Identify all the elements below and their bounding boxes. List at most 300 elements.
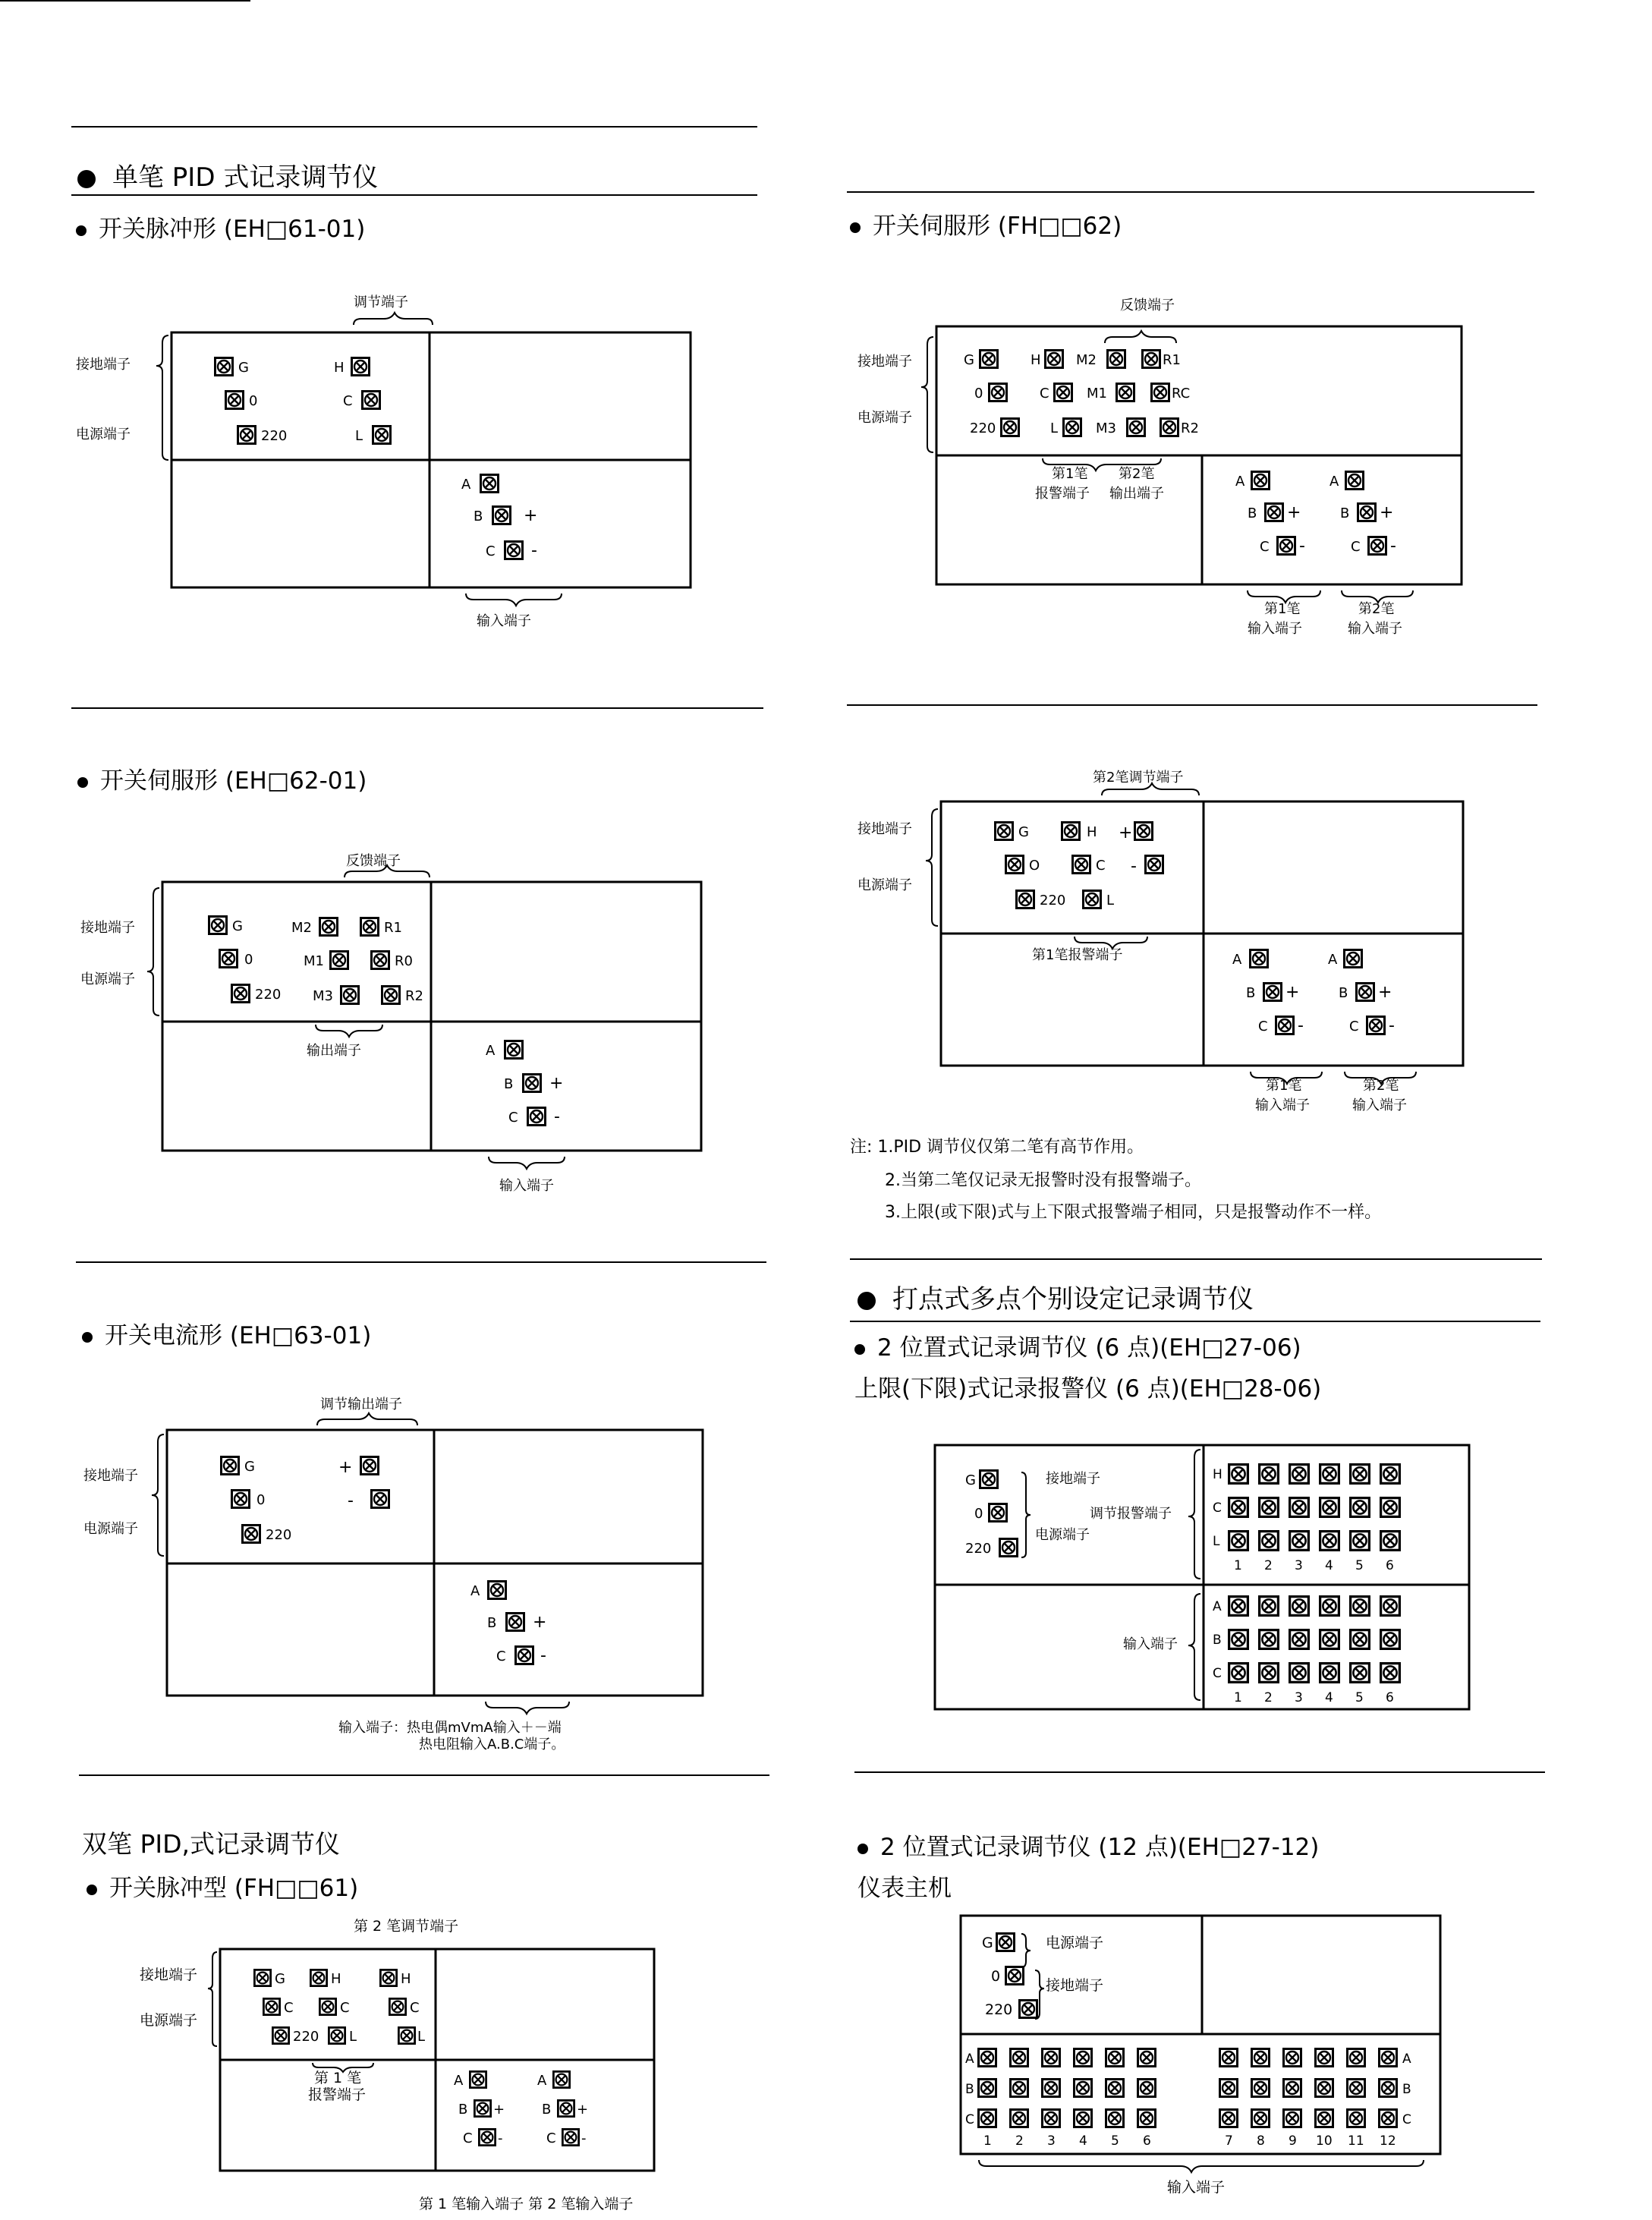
terminal-icon: [1017, 891, 1034, 908]
power-label: 电源端子: [1035, 1527, 1090, 1543]
ground-label: 接地端子: [857, 354, 912, 370]
terminal-icon: [1106, 2110, 1124, 2127]
alarm-label: 第1笔报警端子: [1032, 947, 1123, 963]
terminal-label: A: [1329, 474, 1339, 490]
terminal-label: B: [504, 1076, 514, 1092]
input-label: 第1笔: [1264, 601, 1301, 617]
terminal-number: 10: [1316, 2133, 1333, 2149]
terminal-icon: [1260, 1664, 1279, 1683]
ground-label: 接地端子: [1046, 1977, 1104, 1994]
terminal-icon: [216, 358, 233, 376]
terminal-icon: [1000, 1539, 1018, 1557]
terminal-icon: [553, 2071, 569, 2087]
terminal-number: 5: [1111, 2133, 1119, 2149]
terminal-label: M1: [1087, 386, 1107, 401]
terminal-icon: [528, 1108, 546, 1126]
terminal-icon: [1351, 1465, 1370, 1484]
brace-bottom: [466, 594, 562, 606]
terminal-label: H: [334, 360, 345, 376]
terminal-icon: [1106, 2049, 1124, 2067]
terminal-label: +: [493, 2102, 505, 2118]
terminal-icon: [1381, 1465, 1400, 1484]
alarm-label: 报警端子: [308, 2086, 367, 2103]
terminal-label: C: [463, 2130, 473, 2146]
row-letter: L: [1213, 1534, 1220, 1549]
terminal-icon: [243, 1526, 260, 1543]
input-label-2: 热电阻输入A.B.C端子。: [419, 1737, 565, 1752]
terminal-icon: [1128, 419, 1145, 436]
diagram-subtitle-text: 仪表主机: [857, 1875, 952, 1902]
terminal-icon: [272, 2027, 288, 2043]
terminal-label: M3: [313, 988, 333, 1004]
terminal-number: 2: [1264, 1690, 1273, 1705]
diagram-4-labels: [140, 1917, 633, 2212]
diagram-8: [961, 1916, 1440, 2154]
terminal-icon: [1084, 891, 1101, 908]
input-label: 第1笔: [1266, 1078, 1302, 1094]
ground-label: 接地端子: [857, 821, 912, 837]
terminal-label: C: [1351, 539, 1361, 555]
terminal-label: A: [537, 2073, 547, 2089]
row-letter: C: [1402, 2112, 1411, 2127]
terminal-label: A: [470, 1583, 480, 1599]
terminal-icon: [1251, 950, 1268, 968]
brace-bottom: [1342, 590, 1413, 603]
terminal-label: -: [498, 2130, 503, 2146]
terminal-icon: [996, 823, 1013, 840]
terminal-icon: [474, 2100, 490, 2116]
diagram-3-terminals: [222, 1457, 533, 1664]
terminal-icon: [1075, 2049, 1092, 2067]
terminal-icon: [1276, 1017, 1294, 1034]
terminal-icon: [1011, 2110, 1028, 2127]
terminal-label: 0: [991, 1968, 1001, 1985]
terminal-icon: [558, 2100, 574, 2116]
terminal-icon: [1143, 351, 1160, 368]
terminal-label: C: [284, 2000, 294, 2016]
section-heading-text: 打点式多点个别设定记录调节仪: [892, 1284, 1254, 1315]
terminal-icon: [361, 1457, 379, 1475]
diagram-title-text: 开关电流形 (EH□63-01): [105, 1322, 372, 1349]
ground-label: 接地端子: [1046, 1471, 1100, 1487]
terminal-icon: [1290, 1498, 1309, 1517]
terminal-label: L: [1050, 420, 1059, 436]
terminal-label: C: [1040, 386, 1049, 401]
terminal-number: 11: [1348, 2133, 1364, 2149]
terminal-label: 0: [974, 1506, 983, 1522]
terminal-label: 220: [266, 1527, 292, 1543]
ground-label: 接地端子: [140, 1967, 198, 1983]
terminal-icon: [226, 392, 244, 409]
terminal-icon: [1380, 2049, 1397, 2067]
terminal-label: G: [964, 352, 974, 368]
terminal-number: 3: [1295, 1558, 1303, 1573]
brace-left: [152, 1434, 164, 1556]
terminal-icon: [310, 1970, 326, 1985]
row-letter: C: [1213, 1500, 1222, 1516]
terminal-icon: [222, 1457, 239, 1475]
terminal-label: C: [546, 2130, 556, 2146]
terminal-icon: [1161, 419, 1178, 436]
terminal-label: C: [496, 1648, 506, 1664]
row-letter: A: [1213, 1599, 1222, 1614]
top-label: 第2笔调节端子: [1093, 770, 1184, 786]
input-label: 输入端子: [1255, 1097, 1310, 1113]
terminal-icon: [1320, 1630, 1339, 1649]
terminal-number: 4: [1325, 1690, 1333, 1705]
terminal-label: 0: [256, 1492, 266, 1508]
top-label: 反馈端子: [1120, 298, 1175, 313]
terminal-icon: [516, 1647, 533, 1664]
terminal-icon: [320, 918, 338, 936]
terminal-icon: [1138, 2049, 1156, 2067]
terminal-icon: [1252, 2049, 1270, 2067]
terminal-icon: [1381, 1630, 1400, 1649]
terminal-icon: [1252, 2080, 1270, 2097]
terminal-icon: [232, 1491, 250, 1508]
top-label: 调节端子: [354, 294, 408, 310]
terminal-icon: [331, 952, 348, 969]
terminal-icon: [1146, 856, 1163, 874]
terminal-icon: [1284, 2049, 1301, 2067]
diagram-title-text: 开关脉冲型 (FH□□61): [109, 1875, 359, 1902]
terminal-icon: [524, 1075, 541, 1092]
terminal-label: -: [1389, 1016, 1395, 1035]
terminal-number: 5: [1355, 1558, 1364, 1573]
terminal-label: -: [531, 541, 537, 560]
terminal-label: 220: [255, 987, 282, 1003]
terminal-icon: [1345, 950, 1362, 968]
terminal-icon: [1220, 2080, 1238, 2097]
terminal-icon: [1284, 2110, 1301, 2127]
terminal-icon: [1229, 1465, 1248, 1484]
terminal-icon: [1043, 2110, 1060, 2127]
input-label: 第2笔: [1358, 601, 1395, 617]
terminal-label: +: [1119, 823, 1133, 842]
diagram-7-braces: [1021, 1450, 1200, 1700]
terminal-icon: [1290, 1664, 1309, 1683]
terminal-icon: [493, 507, 511, 524]
terminal-icon: [382, 987, 400, 1004]
terminal-icon: [1229, 1532, 1248, 1551]
terminal-icon: [363, 392, 380, 409]
terminal-number: 1: [983, 2133, 992, 2149]
terminal-icon: [329, 2027, 345, 2043]
terminal-label: +: [577, 2102, 589, 2118]
terminal-icon: [341, 987, 359, 1004]
terminal-number: 12: [1380, 2133, 1396, 2149]
terminal-icon: [1117, 384, 1134, 401]
output-label: 第2笔: [1119, 466, 1155, 482]
diagram-5-terminal-labels: [964, 352, 1396, 556]
terminal-number: 2: [1264, 1558, 1273, 1573]
terminal-label: L: [1106, 893, 1115, 908]
terminal-label: R2: [1181, 420, 1199, 436]
brace-top: [354, 313, 433, 325]
terminal-icon: [1075, 2080, 1092, 2097]
terminal-icon: [1278, 537, 1295, 555]
terminal-icon: [220, 950, 238, 968]
terminal-label: A: [1328, 952, 1338, 968]
terminal-label: L: [355, 428, 363, 444]
terminal-icon: [380, 1970, 396, 1985]
terminal-label: 220: [970, 420, 996, 436]
diagram-3-terminal-labels: [244, 1458, 546, 1665]
terminal-icon: [1266, 504, 1283, 521]
note-text: 3.上限(或下限)式与上下限式报警端子相同，只是报警动作不一样。: [885, 1203, 1382, 1222]
diagram-5-terminals: [980, 351, 1386, 555]
brace-input: [1188, 1594, 1200, 1700]
terminal-icon: [1316, 2110, 1333, 2127]
brace-right: [1021, 1934, 1031, 1967]
brace-top: [1105, 331, 1176, 343]
terminal-icon: [319, 1998, 335, 2014]
terminal-label: B: [1340, 505, 1350, 521]
terminal-icon: [1229, 1630, 1248, 1649]
input-label: 输入端子：热电偶mVmA输入＋－端: [338, 1720, 562, 1736]
top-label: 第 2 笔调节端子: [354, 1918, 459, 1935]
input-label: 输入端子: [1123, 1636, 1178, 1652]
row-letter: B: [965, 2082, 974, 2097]
terminal-icon: [1229, 1498, 1248, 1517]
terminal-icon: [479, 2129, 495, 2145]
terminal-icon: [254, 1970, 270, 1985]
terminal-label: +: [338, 1458, 353, 1477]
terminal-icon: [1290, 1532, 1309, 1551]
terminal-label: 220: [985, 2001, 1013, 2018]
terminal-icon: [1020, 2001, 1037, 2018]
terminal-icon: [1260, 1597, 1279, 1616]
top-label: 反馈端子: [346, 853, 401, 869]
diagram-7-labels: [965, 1471, 1178, 1652]
terminal-icon: [1346, 472, 1364, 490]
terminal-label: H: [1031, 352, 1041, 368]
terminal-icon: [997, 1934, 1015, 1951]
terminal-icon: [562, 2129, 578, 2145]
terminal-icon: [1106, 2080, 1124, 2097]
terminal-icon: [1260, 1498, 1279, 1517]
terminal-label: A: [454, 2073, 464, 2089]
power-label: 电源端子: [1046, 1935, 1104, 1951]
terminal-label: 220: [261, 428, 288, 444]
input-label: 输入端子: [1167, 2179, 1226, 2196]
terminal-label: -: [581, 2130, 587, 2146]
output-label: 输出端子: [307, 1043, 361, 1059]
terminal-icon: [979, 2049, 996, 2067]
brace-left: [926, 809, 938, 926]
terminal-icon: [1316, 2080, 1333, 2097]
terminal-label: B: [1246, 985, 1256, 1001]
terminal-icon: [1043, 2049, 1060, 2067]
terminal-label: A: [1235, 474, 1245, 490]
diagram-5-labels: [857, 298, 1402, 637]
diagram-1: [171, 332, 691, 587]
terminal-icon: [263, 1998, 279, 2014]
diagram-1-terminals: [216, 358, 523, 559]
ground-label: 接地端子: [80, 920, 135, 936]
terminal-icon: [1284, 2080, 1301, 2097]
terminal-icon: [1260, 1630, 1279, 1649]
diagram-3-labels: [83, 1397, 565, 1752]
terminal-icon: [1006, 1967, 1024, 1985]
terminal-icon: [1348, 2080, 1365, 2097]
terminal-label: G: [982, 1935, 993, 1951]
terminal-icon: [232, 985, 250, 1003]
terminal-icon: [389, 1998, 405, 2014]
terminal-label: 0: [974, 386, 983, 401]
terminal-icon: [1348, 2110, 1365, 2127]
terminal-label: M2: [1076, 352, 1097, 368]
terminal-label: -: [540, 1646, 546, 1665]
input-label: 输入端子: [1352, 1097, 1407, 1113]
terminal-label: C: [1096, 858, 1106, 874]
terminal-icon: [505, 542, 523, 559]
terminal-icon: [1011, 2080, 1028, 2097]
diagram-2-labels: [80, 853, 554, 1194]
terminal-label: B: [474, 509, 483, 524]
terminal-icon: [398, 2027, 414, 2043]
terminal-number: 2: [1015, 2133, 1024, 2149]
terminal-label: O: [1029, 858, 1040, 874]
terminal-icon: [238, 427, 256, 444]
ground-label: 接地端子: [76, 357, 131, 373]
terminal-label: M1: [304, 953, 324, 969]
brace-bottom: [489, 1157, 565, 1169]
terminal-icon: [1062, 823, 1080, 840]
terminal-icon: [1320, 1664, 1339, 1683]
diagram-title-text: 开关伺服形 (EH□62-01): [100, 767, 367, 795]
terminal-number: 4: [1325, 1558, 1333, 1573]
row-letter: C: [1213, 1666, 1222, 1681]
terminal-label: 0: [249, 393, 258, 409]
terminal-label: L: [417, 2029, 426, 2045]
input-label: 输入端子: [477, 613, 531, 629]
power-label: 电源端子: [80, 971, 135, 987]
terminal-icon: [979, 2110, 996, 2127]
alarm-label: 第1笔: [1052, 466, 1088, 482]
terminal-number: 9: [1289, 2133, 1297, 2149]
ground-label: 接地端子: [83, 1468, 138, 1484]
terminal-icon: [1073, 856, 1090, 874]
terminal-label: RC: [1172, 386, 1191, 401]
terminal-icon: [1351, 1630, 1370, 1649]
terminal-label: B: [1339, 985, 1348, 1001]
row-letter: C: [965, 2112, 974, 2127]
power-label: 电源端子: [83, 1521, 138, 1537]
terminal-icon: [1381, 1664, 1400, 1683]
note-text: 2.当第二笔仅记录无报警时没有报警端子。: [885, 1171, 1201, 1190]
terminal-icon: [979, 2080, 996, 2097]
terminal-icon: [1138, 2080, 1156, 2097]
terminal-icon: [1290, 1630, 1309, 1649]
terminal-label: C: [1260, 539, 1270, 555]
brace-bottom: [486, 1702, 569, 1714]
terminal-icon: [1381, 1532, 1400, 1551]
terminal-icon: [1152, 384, 1169, 401]
terminal-label: -: [1299, 537, 1305, 556]
power-label: 电源端子: [76, 427, 131, 442]
terminal-label: 220: [1040, 893, 1066, 908]
terminal-icon: [1260, 1465, 1279, 1484]
diagram-subtitle-text: 上限(下限)式记录报警仪 (6 点)(EH□28-06): [854, 1375, 1322, 1403]
terminal-number: 5: [1355, 1690, 1364, 1705]
terminal-label: R1: [1163, 352, 1181, 368]
terminal-label: A: [1232, 952, 1242, 968]
terminal-icon: [1320, 1532, 1339, 1551]
alarm-label: 第 1 笔: [314, 2070, 362, 2086]
brace-right: [1021, 1472, 1031, 1557]
terminal-icon: [1369, 537, 1386, 555]
terminal-number: 3: [1295, 1690, 1303, 1705]
diagram-4-terminals: [254, 1970, 578, 2145]
terminal-number: 6: [1386, 1690, 1394, 1705]
terminal-icon: [1367, 1017, 1385, 1034]
terminal-label: G: [238, 360, 249, 376]
terminal-icon: [1075, 2110, 1092, 2127]
terminal-label: 220: [293, 2029, 319, 2045]
terminal-label: M3: [1096, 420, 1116, 436]
terminal-label: -: [1131, 857, 1137, 876]
brace-bottom: [1248, 590, 1320, 603]
terminal-icon: [1064, 419, 1081, 436]
terminal-icon: [372, 952, 389, 969]
terminal-icon: [373, 427, 391, 444]
terminal-icon: [1351, 1664, 1370, 1683]
terminal-icon: [1320, 1465, 1339, 1484]
terminal-label: 220: [965, 1541, 992, 1557]
brace-left: [147, 888, 159, 1016]
terminal-label: C: [343, 393, 353, 409]
input-label: 第2笔: [1363, 1078, 1399, 1094]
row-letter: A: [965, 2052, 974, 2067]
terminal-icon: [1380, 2110, 1397, 2127]
terminal-label: A: [461, 477, 471, 493]
terminal-label: C: [486, 543, 496, 559]
brace-left: [156, 335, 168, 460]
section-heading-text: 单笔 PID 式记录调节仪: [112, 162, 379, 193]
diagram-1-labels: [76, 294, 531, 629]
brace-left: [208, 1952, 217, 2046]
terminal-icon: [980, 1471, 998, 1488]
terminal-label: G: [1018, 824, 1029, 840]
top-label: 调节输出端子: [320, 1397, 402, 1412]
row-letter: B: [1213, 1633, 1222, 1648]
terminal-icon: [1351, 1498, 1370, 1517]
terminal-label: +: [1378, 983, 1392, 1002]
terminal-label: B: [458, 2102, 468, 2118]
terminal-label: C: [340, 2000, 350, 2016]
terminal-label: L: [349, 2029, 357, 2045]
terminal-number: 1: [1234, 1690, 1242, 1705]
terminal-label: +: [1287, 503, 1301, 522]
terminal-icon: [1290, 1465, 1309, 1484]
terminal-label: H: [331, 1971, 341, 1987]
note-text: 注: 1.PID 调节仪仅第二笔有高节作用。: [850, 1138, 1144, 1157]
terminal-label: C: [410, 2000, 420, 2016]
terminal-number: 7: [1225, 2133, 1233, 2149]
terminal-icon: [1351, 1597, 1370, 1616]
terminal-label: C: [1258, 1019, 1268, 1034]
terminal-number: 4: [1079, 2133, 1087, 2149]
terminal-icon: [1381, 1597, 1400, 1616]
power-label: 电源端子: [857, 877, 912, 893]
diagram-title-text: 开关脉冲形 (EH□61-01): [99, 216, 366, 243]
power-label: 电源端子: [857, 410, 912, 426]
terminal-label: -: [1390, 537, 1396, 556]
output-label: 输出端子: [1109, 486, 1164, 502]
diagram-2: [162, 882, 701, 1151]
diagram-2-braces: [147, 865, 565, 1169]
